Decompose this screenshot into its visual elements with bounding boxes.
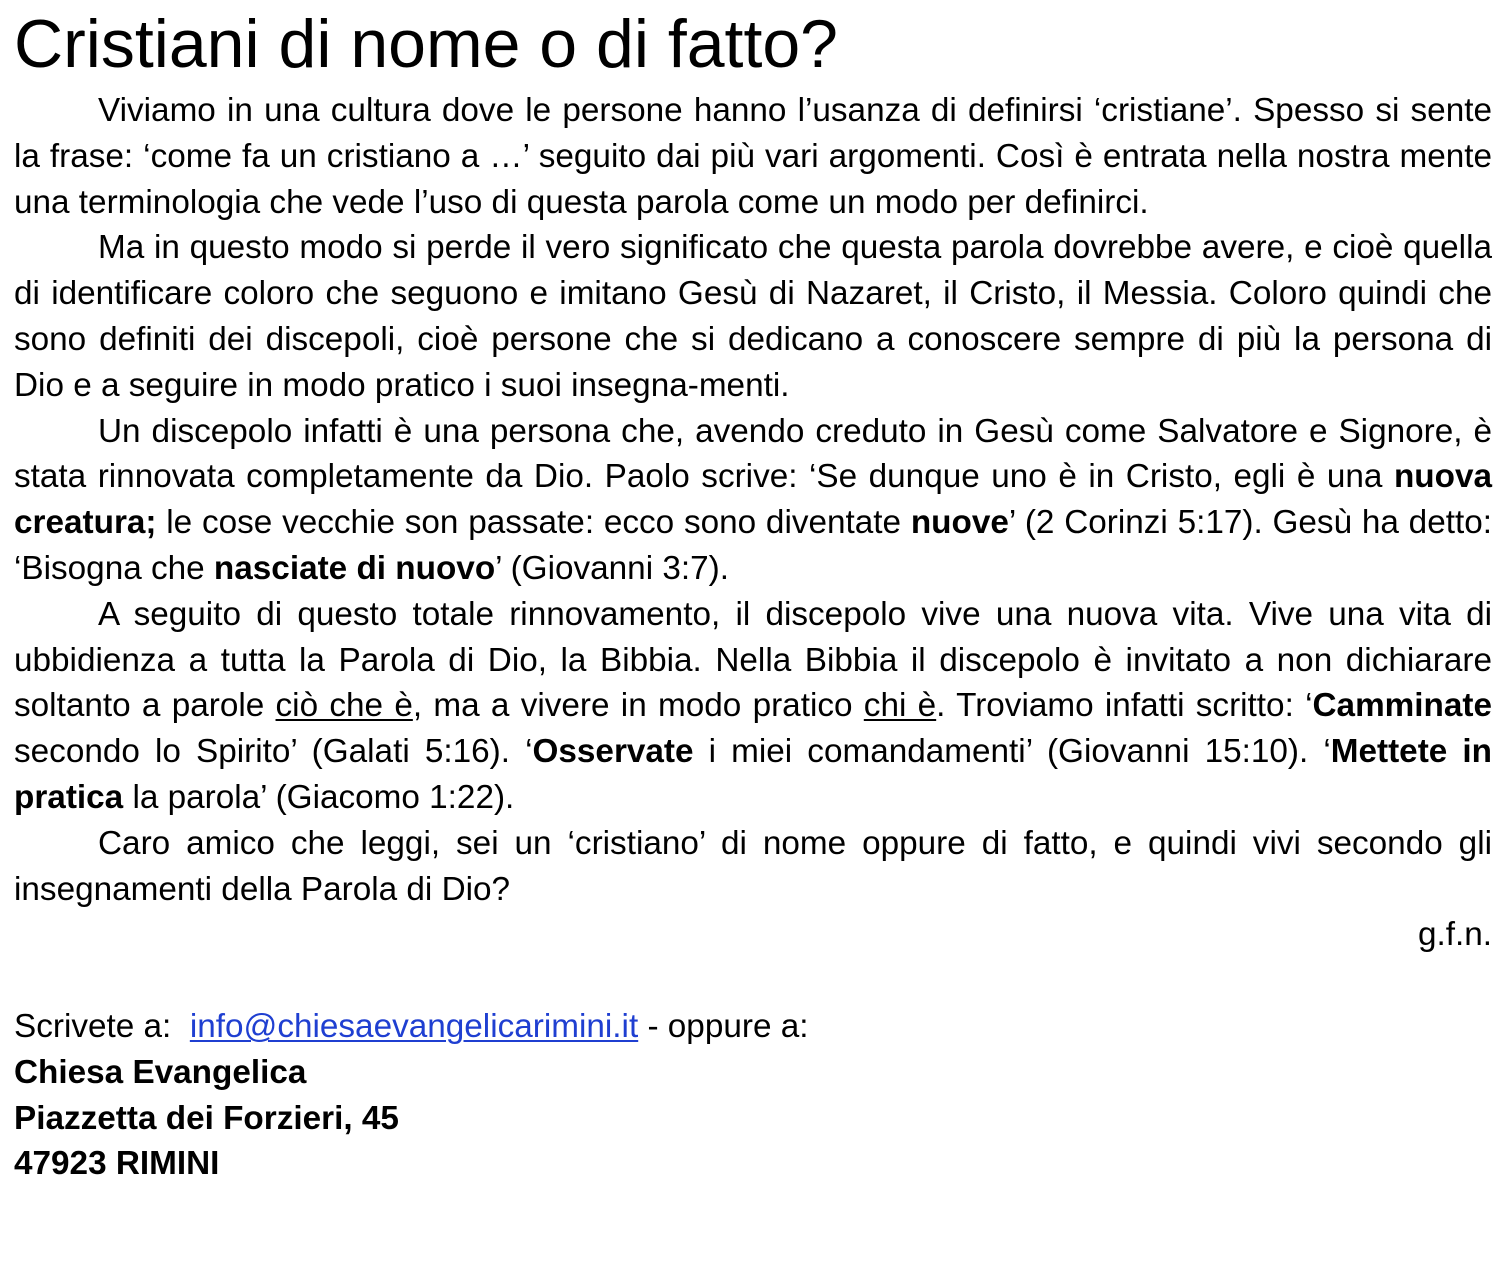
paragraph-4-text-4: secondo lo Spirito’ (Galati 5:16). ‘ bbox=[14, 733, 533, 771]
emphasis-osservate: Osservate bbox=[532, 733, 694, 771]
paragraph-1: Viviamo in una cultura dove le persone hanno l’usanza di definirsi ‘cristiane’. Spesso si sente la frase: ‘come fa un cristiano a …’ seguito dai più vari argomenti. Così è entrata nella nostra mente una terminologia che vede l’uso di questa parola come un modo per definirci. bbox=[14, 92, 1492, 221]
paragraph-3 bbox=[14, 409, 1492, 592]
signature: g.f.n. bbox=[1417, 916, 1492, 954]
contact-line bbox=[14, 1004, 1492, 1050]
paragraph-3-text-1: Un discepolo infatti è una persona che, avendo creduto in Gesù come Salvatore e Signore, è stata rinnovata completamente da Dio. Paolo scrive: ‘Se dunque uno è in Cristo, egli è una bbox=[14, 412, 1492, 496]
emphasis-nuova-creatura: nuova creatura; bbox=[14, 458, 1492, 542]
contact-suffix: - oppure a: bbox=[638, 1007, 809, 1045]
paragraph-4-text-6: la parola’ (Giacomo 1:22). bbox=[123, 778, 515, 816]
paragraph-3-text-3: ’ (2 Corinzi 5:17). Gesù ha detto: ‘Bisogna che bbox=[14, 504, 1492, 587]
paragraph-5: Caro amico che leggi, sei un ‘cristiano’ di nome oppure di fatto, e quindi vivi secondo gli insegnamenti della Parola di Dio? bbox=[14, 824, 1492, 908]
address-line-3: 47923 RIMINI bbox=[14, 1145, 220, 1183]
document-page bbox=[14, 0, 1492, 1187]
email-link[interactable]: info@chiesaevangelicarimini.it bbox=[189, 1007, 639, 1045]
paragraph-4-text-2: , ma a vivere in modo pratico bbox=[412, 687, 864, 725]
emphasis-nuove: nuove bbox=[910, 504, 1009, 542]
emphasis-camminate: Camminate bbox=[1312, 687, 1492, 725]
paragraph-3-text-2: le cose vecchie son passate: ecco sono diventate bbox=[156, 504, 911, 542]
underlined-cio-che-e: ciò che è bbox=[275, 687, 413, 725]
page-title: Cristiani di nome o di fatto? bbox=[14, 6, 838, 82]
address-line-2: Piazzetta dei Forzieri, 45 bbox=[14, 1099, 399, 1137]
contact-prefix: Scrivete a: bbox=[14, 1007, 172, 1045]
paragraph-2: Ma in questo modo si perde il vero significato che questa parola dovrebbe avere, e cioè quella di identificare coloro che seguono e imitano Gesù di Nazaret, il Cristo, il Messia. Coloro quindi che sono definiti dei discepoli, cioè persone che si dedicano a conoscere sempre di più la persona di Dio e a seguire in modo pratico i suoi insegna-menti. bbox=[14, 229, 1492, 404]
emphasis-nasciate-di-nuovo: nasciate di nuovo bbox=[213, 549, 496, 587]
address-line-1: Chiesa Evangelica bbox=[14, 1053, 307, 1091]
underlined-chi-e: chi è bbox=[863, 687, 937, 725]
article-body bbox=[14, 88, 1492, 1187]
paragraph-4-text-1: A seguito di questo totale rinnovamento, il discepolo vive una nuova vita. Vive una vita di ubbidienza a tutta la Parola di Dio, la Bibbia. Nella Bibbia il discepolo è invitato a non dichiarare soltanto a parole bbox=[14, 595, 1492, 725]
emphasis-mettete-in-pratica: Mettete in pratica bbox=[14, 733, 1492, 816]
paragraph-4 bbox=[14, 592, 1492, 821]
paragraph-3-text-4: ’ (Giovanni 3:7). bbox=[495, 549, 729, 587]
paragraph-4-text-3: . Troviamo infatti scritto: ‘ bbox=[936, 687, 1313, 725]
paragraph-4-text-5: i miei comandamenti’ (Giovanni 15:10). ‘ bbox=[693, 733, 1331, 771]
